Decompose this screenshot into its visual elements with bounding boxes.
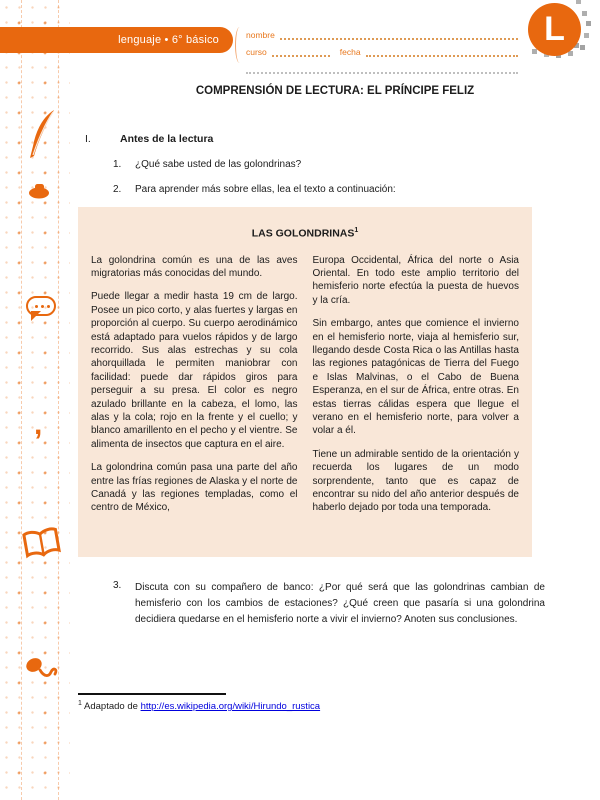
footnote-separator (78, 693, 226, 695)
paragraph: Puede llegar a medir hasta 19 cm de largo. Posee un pico corto, y alas fuertes y largas en proporción al cuerpo. Su cuerpo aerodinámico está adaptado para vuelos rápidos y de largo recorrido. Sus alas estrechas y su cola ahorquillada le permiten maniobrar con facilidad: puede dar rápidos giros para perseguir a su presa. El color es negro azulado brillante en la cabeza, el lomo, las alas y la cola; rojo en la frente y el cuello; y blanco amarillento en el pecho y el vientre. Se alimenta de insectos que captura en el aire. (91, 291, 298, 450)
question-item-3 (113, 580, 545, 628)
course-fill-line (272, 48, 330, 57)
reading-title-footnote-marker: 1 (354, 227, 359, 234)
reading-right-column (313, 254, 520, 525)
reading-left-column (91, 254, 298, 525)
bubble-dots (35, 305, 38, 308)
decorative-dot-strip (0, 0, 70, 800)
paren-decoration (235, 27, 244, 63)
section-heading: Antes de la lectura (120, 133, 214, 145)
logo-letter-badge: L (528, 3, 581, 56)
date-field-label: fecha (339, 47, 361, 57)
question-item-1 (113, 159, 301, 170)
comma-icon: , (34, 408, 43, 441)
speech-bubble-icon (26, 296, 56, 316)
quill-icon (28, 108, 56, 165)
paragraph: Tiene un admirable sentido de la orientación y recuerda los lugares de un modo sorprendente, tanto que es capaz de encontrar su nido del año anterior después de haberlo dejado por toda una temporada. (312, 448, 519, 514)
question-text: Discuta con su compañero de banco: ¿Por qué será que las golondrinas cambian de hemisferio con los cambios de estaciones? ¿Qué creen que pasaría si una golondrina decidiera quedarse en el hemisferio norte a vivir el invierno? Anoten sus conclusiones. (135, 582, 545, 625)
reading-title-text: LAS GOLONDRINAS (251, 227, 355, 240)
name-field-label: nombre (246, 30, 275, 40)
reading-title (91, 227, 519, 240)
paragraph: Sin embargo, antes que comience el invierno en el hemisferio norte, viaja al hemisferio sur, llegando desde Costa Rica o las Antillas hasta las regiones patagónicas de Tierra del Fuego e Islas Malvinas, o el Cabo de Buena Esperanza, en el sur de África, entre otras. En estas tierras cálidas espera que llegue el verano en el hemisferio norte, para volver a volar a él. (312, 318, 519, 437)
page-title: COMPRENSIÓN DE LECTURA: EL PRÍNCIPE FELIZ (195, 85, 475, 97)
date-fill-line (366, 48, 518, 57)
question-text: ¿Qué sabe usted de las golondrinas? (135, 159, 302, 170)
question-number: 3. (113, 580, 122, 591)
extra-dotted-row (246, 60, 518, 74)
ink-pot-icon (26, 183, 52, 204)
section-before-reading (85, 133, 213, 145)
name-field-row (246, 26, 518, 40)
question-number: 1. (113, 159, 122, 170)
question-number: 2. (113, 184, 122, 195)
paragraph: La golondrina común es una de las aves migratorias más conocidas del mundo. (91, 254, 298, 279)
section-numeral: I. (85, 133, 91, 145)
footnote-prefix: Adaptado de (84, 701, 141, 713)
student-info-fields (246, 26, 518, 77)
footnote-link[interactable]: http://es.wikipedia.org/wiki/Hirundo_rustica (140, 701, 321, 713)
footnote-marker: 1 (78, 700, 82, 707)
question-text: Para aprender más sobre ellas, lea el texto a continuación: (135, 184, 396, 195)
question-item-2 (113, 184, 396, 195)
name-fill-line (280, 31, 518, 40)
paragraph: Europa Occidental, África del norte o Asia Oriental. En todo este amplio territorio del hemisferio norte efectúa la puesta de huevos y la cría. (312, 254, 519, 306)
course-date-field-row (246, 43, 518, 57)
gray-fill-line (246, 65, 518, 74)
reading-passage-box (78, 207, 532, 557)
course-field-label: curso (246, 47, 267, 57)
footnote (78, 700, 320, 712)
subject-grade-band: lenguaje • 6° básico (0, 27, 233, 53)
paragraph: La golondrina común pasa una parte del año entre las frías regiones de Alaska y el norte de Canadá y las regiones templadas, como el centro de México, (91, 462, 298, 514)
open-book-icon (19, 525, 64, 566)
logo (528, 3, 584, 59)
microphone-icon (22, 655, 62, 692)
reading-columns (91, 254, 519, 525)
